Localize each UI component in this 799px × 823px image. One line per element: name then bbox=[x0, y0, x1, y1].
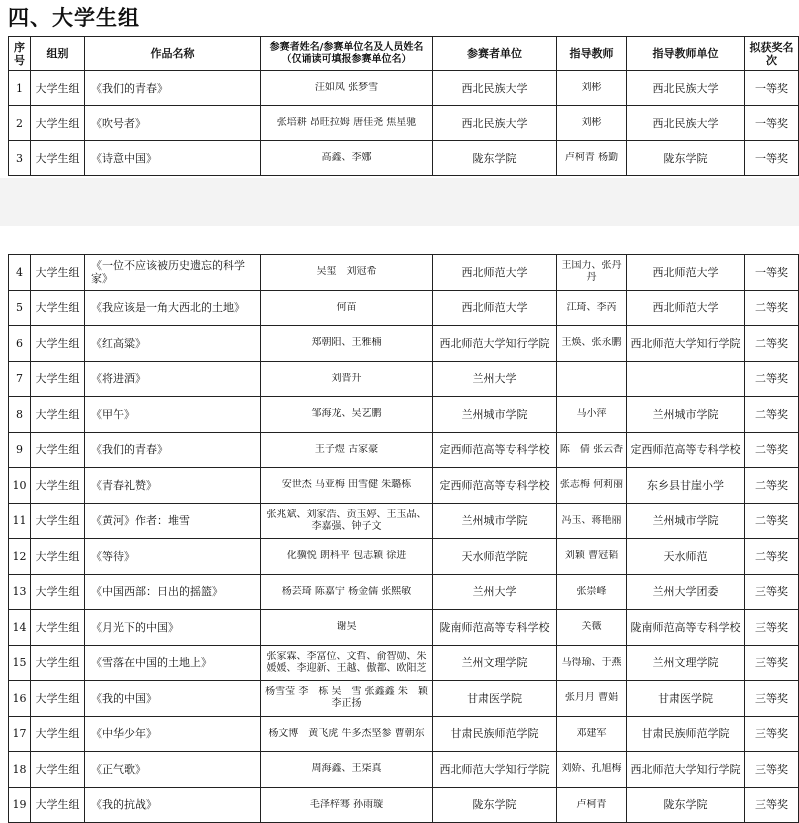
row-participant-unit: 兰州城市学院 bbox=[461, 407, 528, 421]
row-teacher-unit: 兰州城市学院 bbox=[652, 407, 719, 421]
row-teacher: 张月月 曹娟 bbox=[564, 692, 619, 704]
header-award: 拟获奖名次 bbox=[745, 37, 799, 71]
row-group: 大学生组 bbox=[35, 81, 80, 95]
table-row bbox=[9, 503, 799, 539]
row-number: 19 bbox=[12, 798, 27, 812]
row-number: 12 bbox=[12, 549, 27, 563]
row-work-title: 《将进酒》 bbox=[91, 372, 146, 386]
row-participant-names: 安世杰 马亚梅 田雪健 朱璐栋 bbox=[281, 479, 412, 491]
row-teacher-unit: 西北师范大学 bbox=[652, 301, 719, 315]
row-work-title: 《黄河》作者：堆雪 bbox=[91, 514, 190, 528]
row-teacher: 张志梅 何莉丽 bbox=[559, 479, 624, 491]
row-group: 大学生组 bbox=[35, 549, 80, 563]
row-group: 大学生组 bbox=[35, 301, 80, 315]
row-number: 11 bbox=[12, 514, 27, 528]
row-participant-names: 王子煜 古家豪 bbox=[314, 443, 379, 455]
table-row bbox=[9, 290, 799, 326]
row-teacher-unit: 定西师范高等专科学校 bbox=[630, 443, 741, 457]
row-participant-names: 张家霖、李富位、文哲、俞智勋、朱媛媛、李迎新、王越、傲都、欧阳芝 bbox=[266, 650, 427, 674]
row-group: 大学生组 bbox=[35, 443, 80, 457]
row-teacher: 关薇 bbox=[581, 621, 602, 633]
row-work-title: 《中华少年》 bbox=[91, 727, 157, 741]
row-teacher: 卢柯青 bbox=[576, 798, 607, 810]
table-row bbox=[9, 255, 799, 291]
row-award: 一等奖 bbox=[755, 116, 788, 130]
row-teacher: 王焕、张永鹏 bbox=[561, 337, 622, 349]
table-header-row bbox=[9, 37, 799, 71]
row-participant-unit: 甘肃民族师范学院 bbox=[450, 727, 539, 741]
row-teacher: 马小萍 bbox=[576, 408, 607, 420]
row-participant-unit: 陇东学院 bbox=[472, 798, 517, 812]
row-work-title: 《吹号者》 bbox=[91, 116, 146, 130]
row-participant-unit: 兰州大学 bbox=[472, 372, 517, 386]
row-group: 大学生组 bbox=[35, 691, 80, 705]
row-teacher: 王国力、张丹丹 bbox=[561, 260, 622, 284]
row-work-title: 《甲午》 bbox=[91, 407, 135, 421]
row-group: 大学生组 bbox=[35, 585, 80, 599]
row-teacher-unit: 西北师范大学 bbox=[652, 265, 719, 279]
row-group: 大学生组 bbox=[35, 798, 80, 812]
row-award: 三等奖 bbox=[755, 656, 788, 670]
row-teacher-unit: 西北师范大学知行学院 bbox=[630, 762, 741, 776]
row-participant-unit: 西北师范大学知行学院 bbox=[439, 336, 550, 350]
row-number: 8 bbox=[16, 407, 23, 421]
row-teacher: 冯玉、蒋艳丽 bbox=[561, 514, 622, 526]
table-row bbox=[9, 716, 799, 752]
row-work-title: 《我的中国》 bbox=[91, 691, 157, 705]
row-number: 18 bbox=[12, 762, 27, 776]
row-participant-unit: 兰州城市学院 bbox=[461, 514, 528, 528]
row-participant-unit: 西北师范大学 bbox=[461, 301, 528, 315]
table-row bbox=[9, 787, 799, 823]
row-teacher-unit: 西北民族大学 bbox=[652, 116, 719, 130]
row-award: 一等奖 bbox=[755, 81, 788, 95]
row-group: 大学生组 bbox=[35, 265, 80, 279]
row-group: 大学生组 bbox=[35, 656, 80, 670]
table-row bbox=[9, 752, 799, 788]
row-participant-unit: 西北民族大学 bbox=[461, 81, 528, 95]
row-participant-names: 郑朝阳、王雅楠 bbox=[311, 337, 382, 349]
row-teacher-unit: 陇东学院 bbox=[663, 151, 708, 165]
row-number: 6 bbox=[16, 336, 23, 350]
row-teacher-unit: 陇东学院 bbox=[663, 798, 708, 812]
row-award: 三等奖 bbox=[755, 727, 788, 741]
row-group: 大学生组 bbox=[35, 762, 80, 776]
table-row bbox=[9, 361, 799, 397]
table-row bbox=[9, 539, 799, 575]
row-teacher: 刘彬 bbox=[581, 82, 602, 93]
row-participant-unit: 定西师范高等专科学校 bbox=[439, 478, 550, 492]
row-award: 二等奖 bbox=[755, 514, 788, 528]
row-work-title: 《红高粱》 bbox=[91, 336, 146, 350]
row-group: 大学生组 bbox=[35, 116, 80, 130]
row-award: 三等奖 bbox=[755, 762, 788, 776]
row-teacher: 江琦、李芮 bbox=[566, 301, 617, 313]
row-participant-unit: 陇南师范高等专科学校 bbox=[439, 620, 550, 634]
row-group: 大学生组 bbox=[35, 514, 80, 528]
row-work-title: 《月光下的中国》 bbox=[91, 620, 179, 634]
row-teacher-unit: 兰州大学团委 bbox=[652, 585, 719, 599]
row-participant-names: 吴玺 刘冠希 bbox=[316, 266, 377, 278]
row-number: 17 bbox=[12, 727, 27, 741]
row-award: 二等奖 bbox=[755, 372, 788, 386]
row-award: 三等奖 bbox=[755, 798, 788, 812]
row-teacher: 刘颖 曹冠韬 bbox=[564, 550, 619, 562]
row-work-title: 《青春礼赞》 bbox=[91, 478, 157, 492]
row-participant-names: 何苗 bbox=[336, 301, 357, 313]
row-participant-names: 张培耕 昂旺拉姆 唐佳尧 焦星驰 bbox=[276, 117, 417, 128]
row-participant-unit: 甘肃医学院 bbox=[467, 691, 522, 705]
row-participant-names: 杨文博 黄飞虎 牛多杰坚参 曹朝东 bbox=[268, 727, 425, 739]
table-row bbox=[9, 141, 799, 176]
section-title: 四、大学生组 bbox=[8, 6, 140, 30]
row-number: 14 bbox=[12, 620, 27, 634]
row-number: 10 bbox=[12, 478, 27, 492]
header-unit: 参赛者单位 bbox=[433, 37, 557, 71]
header-names: 参赛者姓名/参赛单位名及人员姓名（仅诵读可填报参赛单位名） bbox=[261, 37, 433, 71]
row-participant-unit: 西北民族大学 bbox=[461, 116, 528, 130]
row-number: 4 bbox=[16, 265, 23, 279]
row-award: 二等奖 bbox=[755, 336, 788, 350]
table-row bbox=[9, 610, 799, 646]
row-award: 二等奖 bbox=[755, 443, 788, 457]
row-award: 三等奖 bbox=[755, 620, 788, 634]
row-number: 15 bbox=[12, 656, 27, 670]
row-number: 5 bbox=[16, 301, 23, 315]
row-award: 一等奖 bbox=[755, 265, 788, 279]
header-no: 序号 bbox=[9, 37, 31, 71]
row-participant-names: 高鑫、李娜 bbox=[321, 152, 372, 163]
row-participant-names: 毛泽梓骞 孙雨璇 bbox=[309, 798, 384, 810]
row-award: 二等奖 bbox=[755, 407, 788, 421]
row-number: 1 bbox=[16, 81, 23, 95]
row-number: 13 bbox=[12, 585, 27, 599]
row-teacher-unit: 陇南师范高等专科学校 bbox=[630, 620, 741, 634]
row-teacher: 卢柯青 杨勤 bbox=[564, 152, 619, 163]
row-participant-names: 杨芸琦 陈嘉宁 杨金儒 张熙敏 bbox=[281, 585, 412, 597]
page-break bbox=[0, 178, 799, 226]
row-teacher: 刘娇、孔旭梅 bbox=[561, 763, 622, 775]
row-participant-unit: 兰州大学 bbox=[472, 585, 517, 599]
row-participant-unit: 兰州文理学院 bbox=[461, 656, 528, 670]
row-work-title: 《中国西部：日出的摇篮》 bbox=[91, 585, 223, 599]
table-row bbox=[9, 645, 799, 681]
row-participant-names: 张兆斌、刘家浩、贡玉婷、王玉晶、李嘉强、钟子文 bbox=[266, 508, 427, 532]
row-teacher: 刘彬 bbox=[581, 117, 602, 128]
row-participant-names: 谢昊 bbox=[336, 621, 357, 633]
row-teacher-unit: 天水师范 bbox=[663, 549, 708, 563]
row-participant-names: 杨雪莹 李 栋 吴 雪 张鑫鑫 朱 颖 李正扬 bbox=[265, 686, 428, 710]
row-participant-unit: 定西师范高等专科学校 bbox=[439, 443, 550, 457]
row-work-title: 《等待》 bbox=[91, 549, 135, 563]
row-award: 二等奖 bbox=[755, 549, 788, 563]
table-row bbox=[9, 468, 799, 504]
header-group: 组别 bbox=[31, 37, 85, 71]
row-award: 三等奖 bbox=[755, 585, 788, 599]
row-number: 16 bbox=[12, 691, 27, 705]
row-teacher-unit: 西北师范大学知行学院 bbox=[630, 336, 741, 350]
row-participant-names: 化骥悦 朗科平 包志颖 徐进 bbox=[286, 550, 407, 562]
row-work-title: 《诗意中国》 bbox=[91, 151, 157, 165]
row-teacher-unit: 甘肃民族师范学院 bbox=[641, 727, 730, 741]
row-group: 大学生组 bbox=[35, 151, 80, 165]
row-work-title: 《我们的青春》 bbox=[91, 81, 168, 95]
table-row bbox=[9, 432, 799, 468]
table-row bbox=[9, 681, 799, 717]
row-participant-names: 刘晋升 bbox=[331, 372, 362, 384]
row-teacher: 邓建军 bbox=[576, 727, 607, 739]
row-work-title: 《我的抗战》 bbox=[91, 798, 157, 812]
row-teacher-unit: 甘肃医学院 bbox=[658, 691, 713, 705]
row-number: 9 bbox=[16, 443, 23, 457]
row-participant-unit: 天水师范学院 bbox=[461, 549, 528, 563]
row-work-title: 《雪落在中国的土地上》 bbox=[91, 656, 212, 670]
row-group: 大学生组 bbox=[35, 727, 80, 741]
row-award: 一等奖 bbox=[755, 151, 788, 165]
row-group: 大学生组 bbox=[35, 372, 80, 386]
row-work-title: 《我应该是一角大西北的土地》 bbox=[91, 301, 245, 315]
table-row bbox=[9, 326, 799, 362]
award-table-page-2 bbox=[8, 254, 799, 823]
row-teacher-unit: 西北民族大学 bbox=[652, 81, 719, 95]
row-work-title: 《一位不应该被历史遗忘的科学家》 bbox=[91, 259, 245, 286]
row-teacher: 陈 倩 张云香 bbox=[559, 443, 624, 455]
row-teacher: 马得瑜、于燕 bbox=[561, 656, 622, 668]
table-row bbox=[9, 71, 799, 106]
row-participant-names: 汪如凤 张梦雪 bbox=[314, 82, 379, 93]
header-work: 作品名称 bbox=[85, 37, 261, 71]
row-group: 大学生组 bbox=[35, 336, 80, 350]
row-participant-names: 邹海龙、吴艺鹏 bbox=[311, 408, 382, 420]
row-group: 大学生组 bbox=[35, 478, 80, 492]
row-participant-unit: 西北师范大学 bbox=[461, 265, 528, 279]
row-group: 大学生组 bbox=[35, 407, 80, 421]
row-work-title: 《我们的青春》 bbox=[91, 443, 168, 457]
row-participant-names: 周海鑫、王柒真 bbox=[311, 763, 382, 775]
row-group: 大学生组 bbox=[35, 620, 80, 634]
row-work-title: 《正气歌》 bbox=[91, 762, 146, 776]
row-award: 三等奖 bbox=[755, 691, 788, 705]
table-row bbox=[9, 574, 799, 610]
table-row bbox=[9, 106, 799, 141]
row-award: 二等奖 bbox=[755, 301, 788, 315]
header-teacher-unit: 指导教师单位 bbox=[627, 37, 745, 71]
row-teacher-unit: 兰州文理学院 bbox=[652, 656, 719, 670]
row-teacher: 张崇峰 bbox=[576, 585, 607, 597]
row-teacher-unit: 东乡县甘崖小学 bbox=[647, 478, 724, 492]
table-row bbox=[9, 397, 799, 433]
row-teacher-unit: 兰州城市学院 bbox=[652, 514, 719, 528]
row-number: 2 bbox=[16, 116, 23, 130]
award-table-page-1 bbox=[8, 36, 799, 176]
row-participant-unit: 陇东学院 bbox=[472, 151, 517, 165]
row-award: 二等奖 bbox=[755, 478, 788, 492]
row-participant-unit: 西北师范大学知行学院 bbox=[439, 762, 550, 776]
row-number: 3 bbox=[16, 151, 23, 165]
header-teacher: 指导教师 bbox=[557, 37, 627, 71]
row-number: 7 bbox=[16, 372, 23, 386]
